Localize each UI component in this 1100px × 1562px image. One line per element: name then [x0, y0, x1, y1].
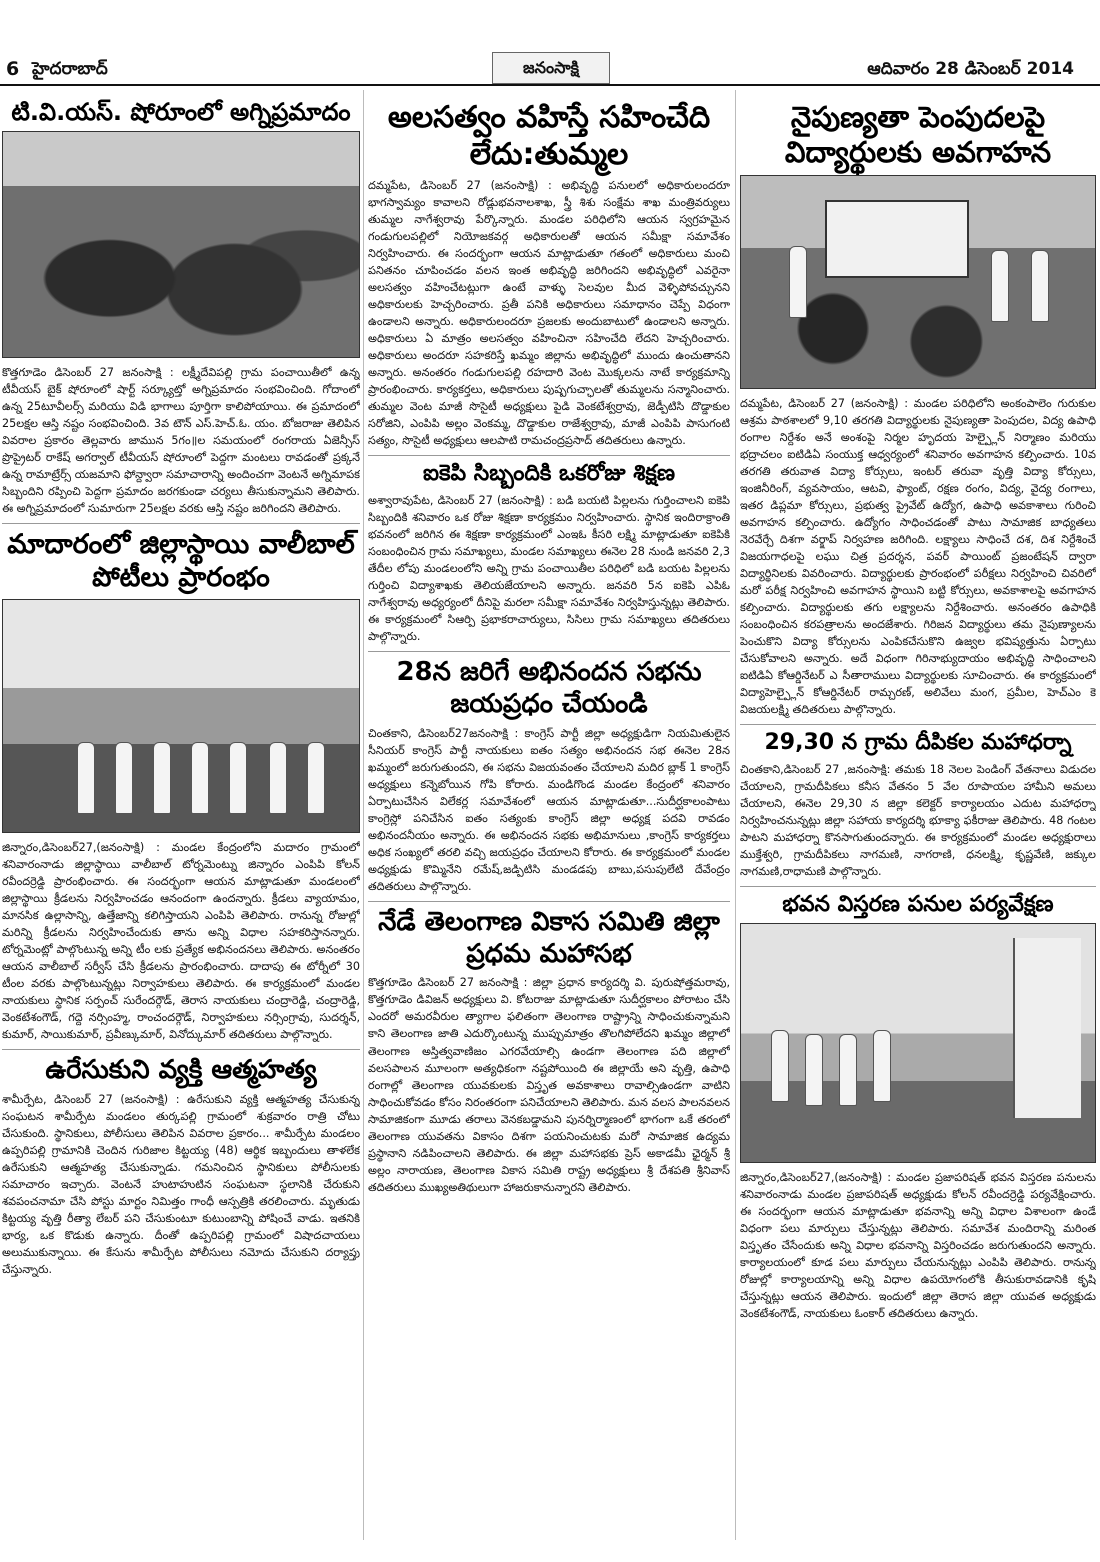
headline-suicide: ఉరేసుకుని వ్యక్తి ఆత్మహత్య [45, 1055, 317, 1086]
divider [368, 455, 730, 456]
article-volleyball-body: జిన్నారం,డిసెంబర్27,(జనంసాక్షి) : మండల కేంద్రంలోని మదారం గ్రామంలో శనివారంనాడు జిల్లాస్థాయి వాలీబాల్ టోర్నమెంట్ను జిన్నారం ఎంపిపి కోలన్ రవీందర్రెడ్డి ప్రారంభించారు. ఈ సందర్భంగా ఆయన మాట్లాడుతూ మండలంలో జిల్లాస్థాయి క్రీడలను నిర్వహించడం ఆనందంగా ఉందన్నారు. క్రీడలు వ్యాయామం, మానసిక ఉల్లాసాన్ని, ఉత్తేజాన్ని కలిగిస్తాయని ఎంపిపి తెలిపారు. రానున్న రోజుల్లో మరిన్ని క్రీడలను నిర్వహించేందుకు తాను అన్ని విధాల సహకరిస్తానన్నారు. టోర్నమెంట్లో పాల్గొంటున్న అన్ని టీం లకు ప్రత్యేక అభినందనలు తెలిపారు. అనంతరం ఆయన వాలీబాల్ సర్వీస్ చేసి క్రీడలను ప్రారంభించారు. దాదాపు ఈ టోర్నీలో 30 టీంల వరకు పాల్గొంటున్నట్లు నిర్వాహకులు తెలిపారు. ఈ కార్యక్రమంలో మండల నాయకులు స్థానిక సర్పంచ్ సురేందర్గౌడ్, తెరాస నాయకులు చంద్రారెడ్డి, చంద్రారెడ్డి, వెంకటేశంగౌడ్, గద్దె నర్సింహ్మ, రాంచందర్గౌడ్, నిర్వాహకులు నర్సింగ్రావు, సుదర్శన్, కుమార్, సాయికుమార్, ప్రవీణ్కుమార్, వినోద్కుమార్ తదితరులు పాల్గొన్నారు. [2, 841, 360, 1042]
article-tummala-body: దమ్మపేట, డిసెంబర్ 27 (జనంసాక్షి) : అభివృద్ధి పనులలో అధికారులందరూ భాగస్వామ్యం కావాలని రోడ్లుభవనాలశాఖ, స్త్రీ శిశు సంక్షేమ శాఖ మంత్రివర్యులు తుమ్మల నాగేశ్వరావు పేర్కొన్నారు. మండల పరిధిలోని ఆయన స్వగ్రహమైన గండుగులపల్లిలో నియోజకవర్గ అధికారులతో ఆయన సమీక్షా సమావేశం నిర్వహించారు. ఈ సందర్భంగా ఆయన మాట్లాడుతూ గతంలో అధికారులు మంచి పనితనం చూపించడం వలన ఇంత అభివృద్ధి జరిగిందని అభివృద్ధిలో ఎవరైనా అలసత్వం వహించేటట్లుగా ఉంటే వాళ్ళు సెలవుల మీద వెళ్ళిపోవచ్చునని అధికారులకు హెచ్చరించారు. ప్రతీ పనికి అధికారులు సమాధానం చెప్పే విధంగా ఉండాలని అన్నారు. అధికారులందరూ ప్రజలకు అందుబాటులో ఉండాలని అన్నారు. అధికారులు ఏ మాత్రం అలసత్వం వహించినా సహించేది లేదని హెచ్చరించారు. అధికారులు అందరూ సహకరిస్తే ఖమ్మం జిల్లాను అభివృద్ధిలో ముందు ఉంచుతానని అన్నారు. అనంతరం గండుగులపల్లి రహదారి వెంట మొక్కలను నాటే కార్యక్రమాన్ని ప్రారంభించారు. కార్యకర్తలు, అధికారులు పుష్పగుచ్ఛాలతో తుమ్మలను సన్మానించారు. తుమ్మల వెంట మాజీ సొసైటీ అధ్యక్షులు పైడి వెంకటేశ్వర్రావు, జెడ్పీటిసి దొడ్డాకుల సరోజిని, ఎంపిపి అల్లం వెంకమ్మ, దొడ్డాకుల రాజేశ్వర్రావు, మాజీ ఎంపిపి పాసుగంటి సత్యం, సొసైటీ అధ్యక్షులు ఆలపాటి రామచంద్రప్రసాద్ తదితరులు ఉన్నారు. [368, 179, 730, 448]
article-felicitation-body: చింతకాని, డిసెంబర్27జనంసాక్షి : కాంగ్రెస్ పార్టీ జిల్లా అధ్యక్షుడిగా నియమితులైన సీనియర్ కాంగ్రెస్ పార్టీ నాయకులు ఐతం సత్యం అభినందన సభ ఈనెల 28న ఖమ్మంలో జరుగుతుందని, ఈ సభను విజయవంతం చేయాలని మదిర బ్లాక్ 1 కాంగ్రెస్ అధ్యక్షులు కన్నెబోయిన గోపి కోరారు. మండిగొండ మండల కేంద్రంలో శనివారం ఏర్పాటుచేసిన విలేకర్ల సమావేశంలో ఆయన మాట్లాడుతూ...సుదీర్ఘకాలంపాటు కాంగ్రెస్లో పనిచేసిన ఐతం సత్యంకు కాంగ్రెస్ జిల్లా అధ్యక్ష పదవి రావడం అభినందనీయం అన్నారు. ఈ అభినందన సభకు అభిమానులు ,కాంగ్రెస్ కార్యకర్తలు అధిక సంఖ్యలో తరలి వచ్చి జయప్రధం చేయాలని కోరారు. ఈ కార్యక్రమంలో మండల అధ్యక్షుడు కొమ్మినేని రమేష్,జడ్పిటిసి మండడపు బాబు,పసుపులేటి దేవేంద్రం తదితరులు పాల్గొన్నారు. [368, 726, 730, 893]
person-figure [1031, 250, 1049, 322]
person-figure [307, 742, 325, 814]
article-fire-body: కొత్తగూడెం డిసెంబర్ 27 జనంసాక్షి : లక్ష్మీదేవిపల్లి గ్రామ పంచాయితీలో ఉన్న టీవీయస్ బైక్ షోరూంలో షార్ట్ సర్క్యూట్తో అగ్నిప్రమాదం సంభవించింది. గోదాంలో ఉన్న 25టూవీలర్స్ మరియు విడి భాగాలు పూర్తిగా కాలిపోయాయి. ఈ ప్రమాదంలో 25లక్షల ఆస్తి నష్టం సంభవించింది. 3వ టౌన్ ఎస్.హెచ్.ఓ. యం. బోజరాజు తెలిపిన వివరాల ప్రకారం తెల్లవారు జామున 5గం॥ల సమయంలో రంగరాయ ఏజెన్సీస్ ప్రొప్రైటర్ రాకేష్ అగర్వాల్ టీవీయస్ షోరూంలో పెద్దగా మంటలు రావడంతో ప్రక్కనే ఉన్న రామాట్రేర్స్ యజమాని ఫోన్ద్వారా సమాచారాన్ని అందించగా వెంటనే అగ్నిమాపక సిబ్బందిని రప్పించి పెద్దగా ప్రమాదం జరగకుండా చర్యలు తీసుకున్నామని తెలిపారు. ఈ అగ్నిప్రమాదంలో సుమారుగా 25లక్షల వరకు ఆస్తి నష్టం జరిగిందని తెలిపారు. [2, 366, 360, 516]
column-right [740, 88, 1096, 1548]
person-figure [229, 742, 247, 814]
headline-volleyball: మాదారంలో జిల్లాస్థాయి వాలీబాల్ పోటీలు ప్రారంభం [7, 529, 355, 594]
article-dharna-body: చింతకాని,డిసెంబర్ 27 ,జనంసాక్షి: తమకు 18 నెలల పెండింగ్ వేతనాలు విడుదల చేయాలని, గ్రామదీపికలు కనీస వేతనం 5 వేల రూపాయల హామీని అమలు చేయాలని, ఈనెల 29,30 న జిల్లా కలెక్టర్ కార్యాలయం ఎదుట మహాధర్నా నిర్వహించనున్నట్లు జిల్లా సహాయ కార్యదర్శి భూక్యా ఫకీరాజు తెలిపారు. 48 గంటల పాటని మహాధర్నా కొనసాగుతుందన్నారు. ఈ కార్యక్రమంలో మండల అధ్యక్షురాలు ముక్తేశ్వరి, గ్రామదీపికలు నాగమణి, నాగరాణి, ధనలక్ష్మి, కృష్ణవేణి, జక్కుల నాగమణి,రాధామణి పాల్గొన్నారు. [740, 762, 1096, 878]
headline-building-works: భవన విస్తరణ పనుల పర్యవేక్షణ [782, 891, 1054, 917]
person-figure [77, 742, 95, 814]
column-divider [735, 90, 736, 1540]
photo-burnt-bikes [2, 131, 360, 358]
person-figure [191, 742, 209, 814]
masthead-rule [0, 84, 1100, 86]
person-figure [153, 742, 171, 814]
person-figure [269, 742, 287, 814]
person-figure [991, 250, 1009, 322]
photo-construction-site [740, 923, 1096, 1163]
masthead [0, 0, 1100, 84]
newspaper-logo: జనంసాక్షి [492, 52, 610, 84]
article-skills-body: దమ్మపేట, డిసెంబర్ 27 (జనంసాక్షి) : మండల పరిధిలోని అంకంపాలెం గురుకుల ఆశ్రమ పాఠశాలలో 9,10 తరగతి విద్యార్థులకు నైపుణ్యతా పెంపుదల, విద్య ఉపాధి రంగాల నిర్దేశం అనే అంశంపై నిర్మల హృదయ హెల్ప్లైన్ నిర్మాణం మరియు భద్రాచలం ఐటిడిఏ సంయుక్త ఆధ్వర్యంలో శనివారం అవగాహన కల్పించారు. 10వ తరగతి తరువాత విద్యా కోర్సులు, ఇంటర్ తరువా వృత్తి విద్యా కోర్సులు, ఇంజినీరింగ్, వ్యవసాయం, ఆటవి, ఫ్యాంట్, రక్షణ రంగం, విద్య, వైద్య రంగాలు, ఇతర డిప్లమా కోర్సులు, ప్రభుత్వ ప్రైవేట్ ఉద్యోగ, ఉపాధి అవకాశాలు గురించి అవగాహన కల్పించారు. ఉద్యోగం సాధించడంతో పాటు సామాజిక బాధ్యతలు నెరవేర్చే దిశగా వర్క్షాప్ నిర్వహణ జరిగింది. లక్ష్యాలు సాధించే దశ, దిశ నిర్దేశించే విజయగాధలపై లఘు చిత్ర ప్రదర్శన, పవర్ పాయింట్ ప్రజంటేషన్ ద్వారా విద్యార్థినిలకు వివరించారు. విద్యార్థులకు ప్రారంభంలో పరీక్షలు నిర్వహించి చివరిలో మరో పరీక్ష నిర్వహించి అవగాహన స్థాయిని బట్టి కోర్సులు, అవకాశాలపై అవగాహన కల్పించారు. విద్యార్థులకు తగు లక్ష్యాలను నిర్దేశించారు. అనంతరం ఉపాధికి సంబంధించిన కరపత్రాలను అందజేశారు. గిరిజన విద్యార్థులు తమ నైపుణ్యాలను పెంచుకొని విద్యా కోర్సులను ఎంపికచేసుకొని ఉజ్వల భవిష్యత్తును ఏర్పాటు చేసుకోవాలని అన్నారు. అదే విధంగా గిరినాభ్యుదాయం అభివృద్ధి సాధించాలని ఐటిడిఏ కోఆర్డినేటర్ ఎ సీతారాములు విద్యార్థులకు సూచించారు. ఈ కార్యక్రమంలో విద్యాహెల్ప్లైన్ కోఆర్డినేటర్ రామ్చరణ్, అలివేలు మంగ, ప్రమీల, హెచ్ఎం కె విజయలక్ష్మి తదితరులు పాల్గొన్నారు. [740, 396, 1096, 717]
person-figure [115, 742, 133, 814]
column-left [2, 88, 360, 1548]
person-figure [839, 1034, 857, 1106]
headline-dharna: 29,30 న గ్రామ దీపికల మహాధర్నా [764, 730, 1072, 756]
headline-ikp-training: ఐకెపి సిబ్బందికి ఒకరోజు శిక్షణ [422, 461, 676, 487]
building-wall [1013, 938, 1081, 1118]
article-suicide-body: శామీర్పేట, డిసెంబర్ 27 (జనంసాక్షి) : ఉరేసుకుని వ్యక్తి ఆత్మహత్య చేసుకున్న సంఘటన శామీర్పేట మండలం తుర్కపల్లి గ్రామంలో శుక్రవారం రాత్రి చోటు చేసుకుంది. స్థానికులు, పోలీసులు తెలిపిన వివరాల ప్రకారం... శామీర్పేట మండలం ఉప్పరిపల్లి గ్రామానికి చెందిన గురిజాల కిట్టయ్య (48) ఆర్థిక ఇబ్బందులు తాళలేక ఉరేసుకుని ఆత్మహత్య చేసుకున్నాడు. గమనించిన స్థానికులు పోలీసులకు సమాచారం ఇచ్చారు. వెంటనే హుటాహుటిన సంఘటనా స్థలానికి చేరుకుని శవపంచనామా చేసి పోస్టు మార్టం నిమిత్తం గాంధీ ఆస్పత్రికి తరలించారు. మృతుడు కిట్టయ్య వృత్తి రీత్యా లేబర్ పని చేసుకుంటూ కుటుంబాన్ని పోషించే వాడు. ఇతనికి భార్య, ఒక కొడుకు ఉన్నారు. దీంతో ఉప్పరిపల్లి గ్రామంలో విషాదచాయలు అలుముకున్నాయి. ఈ కేసును శామీర్పేట పోలీసులు నమోదు చేసుకుని దర్యాప్తు చేస్తున్నారు. [2, 1093, 360, 1277]
divider [368, 651, 730, 652]
article-building-body: జిన్నారం,డిసెంబర్27,(జనంసాక్షి) : మండల ప్రజాపరిషత్ భవన విస్తరణ పనులను శనివారంనాడు మండల ప్రజాపరిషత్ అధ్యక్షుడు కోలన్ రవీందర్రెడ్డి పర్యవేక్షించారు. ఈ సందర్భంగా ఆయన మాట్లాడుతూ భవనాన్ని అన్ని విధాల విశాలంగా ఉండే విధంగా పలు మార్పులు చేస్తున్నట్లు తెలిపారు. సమావేశ మందిరాన్ని మరింత విస్తృతం చేసేందుకు అన్ని విధాల భవనాన్ని విస్తరించడం జరుగుతుందని అన్నారు. కార్యాలయంలో కూడ పలు మార్పులు చేయనున్నట్లు ఎంపిపి తెలిపారు. రానున్న రోజుల్లో కార్యాలయాన్ని అన్ని విధాల ఉపయోగంలోకి తీసుకురావడానికి కృషి చేస్తున్నట్లు ఆయన తెలిపారు. ఇందులో జిల్లా తెరాస జిల్లా యువత అధ్యక్షుడు వెంకటేశంగౌడ్, నాయకులు ఓంకార్ తదితరులు ఉన్నారు. [740, 1170, 1096, 1320]
divider [740, 724, 1096, 725]
column-middle [368, 88, 730, 1548]
divider [2, 1049, 360, 1050]
photo-classroom-session [740, 175, 1096, 389]
edition-city: హైదరాబాద్ [32, 59, 108, 79]
headline-vikasa-samithi: నేడే తెలంగాణ వికాస సమితి జిల్లా ప్రధమ మహాసభ [378, 907, 720, 969]
person-figure [789, 246, 807, 318]
divider [2, 523, 360, 524]
person-figure [805, 1034, 823, 1106]
divider [368, 901, 730, 902]
column-divider [363, 90, 364, 1540]
article-ikp-body: అశ్వారావుపేట, డిసెంబర్ 27 (జనంసాక్షి) : బడి బయటి పిల్లలను గుర్తించాలని ఐకెపి సిబ్బందికి శనివారం ఒక రోజు శిక్షణా కార్యక్రమం నిర్వహించారు. స్థానిక ఇందిరాక్రాంతి భవనంలో జరిగిన ఈ శిక్షణా కార్యక్రమంలో ఎంఇఓ కీసరి లక్ష్మి మాట్లాడుతూ ఐకెపికి సంబంధించిన గ్రామ సమాఖ్యలు, మండల సమాఖ్యలు ఈనెల 28 నుండి జనవరి 2,3 తేదీల లోపు మండలంలోని అన్ని గ్రామ పంచాయితీల పరిధిలో బడి బయట పిల్లలను గుర్తించి విద్యాశాఖకు తెలియజేయాలని అన్నారు. జనవరి 5న ఐకెపి ఎపిఓ నాగేశ్వరావు అధ్యర్యంలో దీనిపై మరలా సమీక్షా సమావేశం నిర్వహిస్తున్నట్లు తెలిపారు. ఈ కార్యక్రమంలో సిఆర్పి ప్రభాకరాచార్యులు, సిసిలు గ్రామ సమాఖ్యలు తదితరులు పాల్గొన్నారు. [368, 494, 730, 644]
headline-tummala: అలసత్వం వహిస్తే సహించేది లేదు:తుమ్మల [387, 100, 711, 172]
divider [740, 886, 1096, 887]
photo-volleyball-event [2, 599, 360, 833]
headline-skills-awareness: నైపుణ్యతా పెంపుదలపై విద్యార్థులకు అవగాహన [784, 100, 1052, 170]
article-vikasa-body: కొత్తగూడెం డిసెంబర్ 27 జనంసాక్షి : జిల్లా ప్రధాన కార్యదర్శి వి. పురుషోత్తమరావు, కొత్తగూడెం డివిజన్ అధ్యక్షులు వి. కోటరాజు మాట్లాడుతూ సుదీర్ఘకాలం పోరాటం చేసి ఎందరో అమరవీరుల త్యాగాల ఫలితంగా తెలంగాణ రాష్ట్రాన్ని సాధించుకున్నామని కాని తెలంగాణ జాతి ఎదుర్కొంటున్న ముప్పుమాత్రం తొలగిపోలేదని ఖమ్మం జిల్లాలో తెలంగాణ అస్తిత్వవాణిజం ఎగరవేయాల్సి ఉండగా తెలంగాణ పది జిల్లాలో వలసపాలన మూలంగా అత్యధికంగా నష్టపోయింది ఈ జిల్లాయే అని వృత్తి, ఉపాధి రంగాల్లో తెలంగాణ యువకులకు విస్తృత అవకాశాలు రావాల్సిఉండగా వాటిని సాధించుకోవడం కోసం నిరంతరంగా పనిచేయాలని తెలిపారు. మన వలస పాలనవలన సామాజికంగా మూడు తరాలు వెనకబడ్డామని పునర్నిర్మాణంలో భాగంగా ఒకే తరంలో తెలంగాణ యువతను వికాసం దిశగా పయనించుటకు మరో సామాజిక ఉద్యమ ప్రస్థానాని నడిపించాలని తెలిపారు. ఈ జిల్లా మహాసభకు ప్రెస్ అకాడమీ ఛైర్మన్ శ్రీ అల్లం నారాయణ, తెలంగాణ వికాస సమితి రాష్ట్ర అధ్యక్షులు శ్రీ దేశపతి శ్రీనివాస్ తదితరులు ముఖ్యఅతిథులుగా హాజరుకానున్నారని తెలిపారు. [368, 976, 730, 1194]
page-number: 6 [6, 58, 20, 80]
person-figure [873, 1030, 891, 1102]
projection-screen [825, 200, 969, 278]
person-figure [771, 1030, 789, 1102]
headline-fire: టి.వి.యస్. షోరూంలో అగ్నిప్రమాదం [11, 98, 351, 126]
headline-felicitation-meeting: 28న జరిగే అభినందన సభను జయప్రధం చేయండి [396, 657, 702, 720]
issue-date: ఆదివారం 28 డిసెంబర్ 2014 [867, 59, 1074, 79]
